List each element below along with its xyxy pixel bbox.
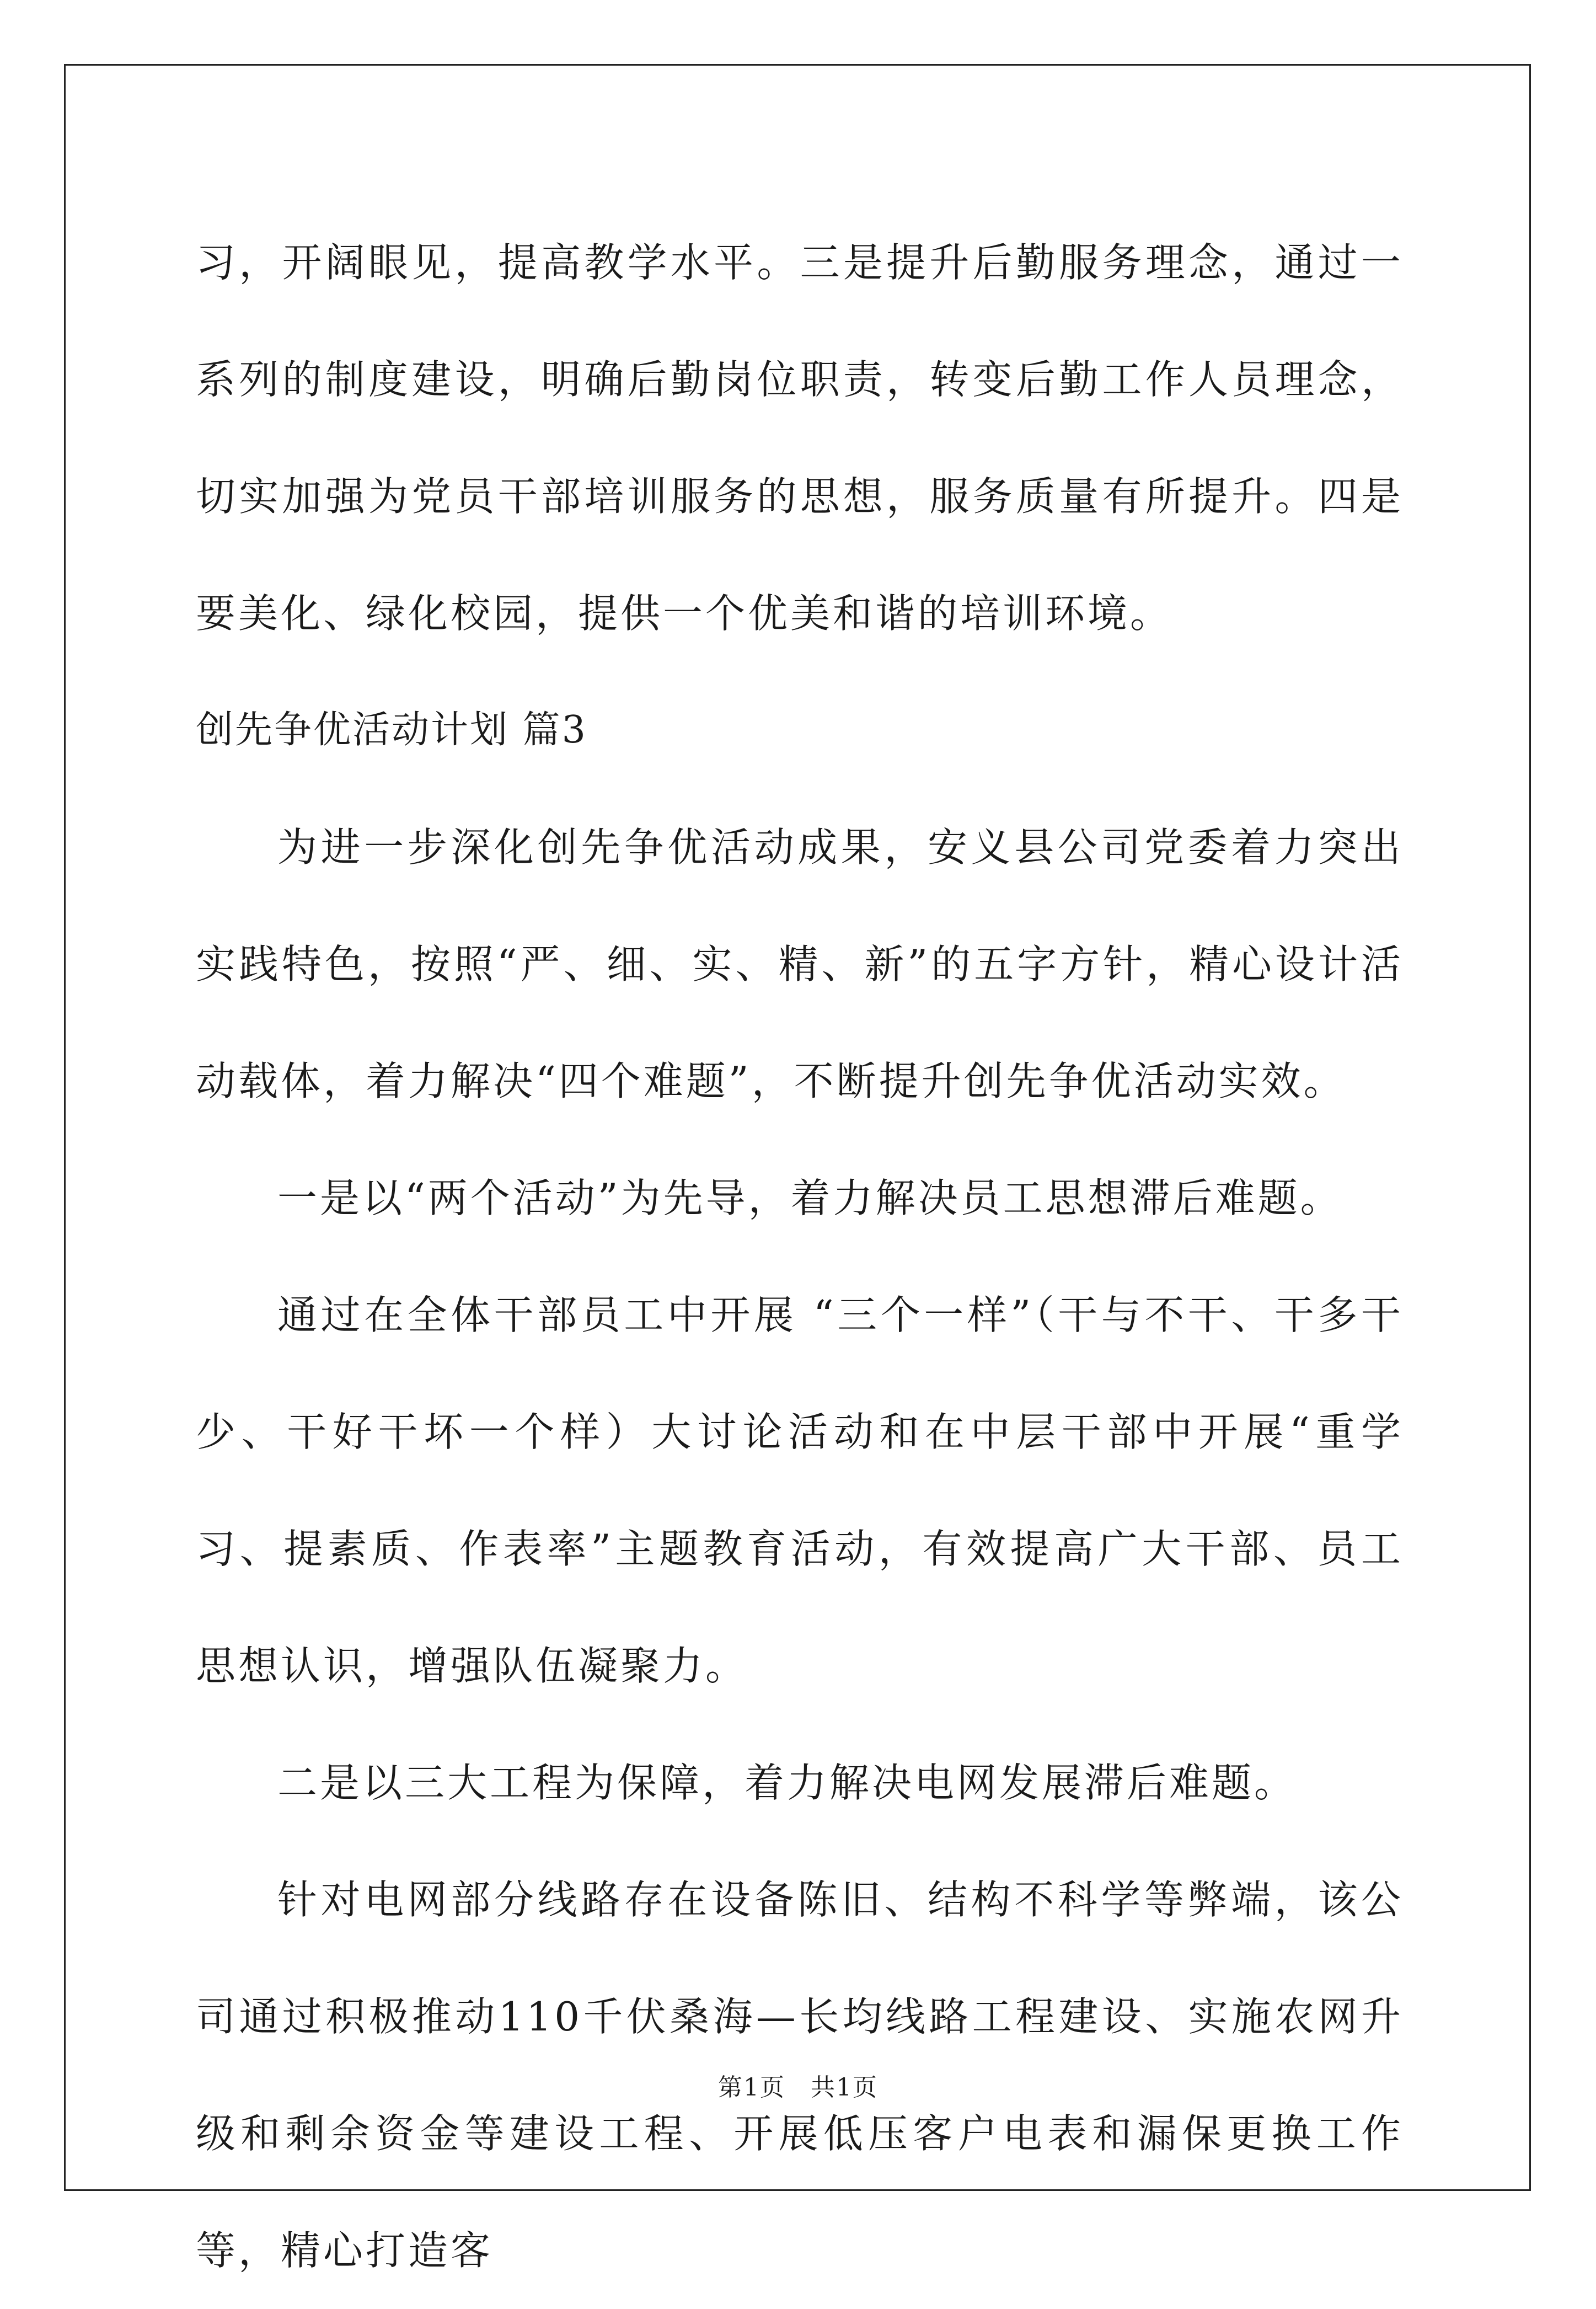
section-heading: 创先争优活动计划 篇3: [196, 708, 587, 752]
document-body: [196, 204, 1404, 2309]
paragraph-point-two-detail: 针对电网部分线路存在设备陈旧、结构不科学等弊端，该公司通过积极推动110千伏桑海—长均线路工程建设、实施农网升级和剩余资金等建设工程、开展低压客户电表和漏保更换工作等，精心打造客: [196, 1877, 1404, 2274]
paragraph-point-two: 二是以三大工程为保障，着力解决电网发展滞后难题。: [277, 1760, 1297, 1806]
page-footer: 第1页 共1页: [718, 2073, 878, 2102]
paragraph-continuation: 习，开阔眼见，提高教学水平。三是提升后勤服务理念，通过一系列的制度建设，明确后勤岗位职责，转变后勤工作人员理念，切实加强为党员干部培训服务的思想，服务质量有所提升。四是要美化、绿化校园，提供一个优美和谐的培训环境。: [196, 239, 1404, 637]
paragraph-intro: 为进一步深化创先争优活动成果，安义县公司党委着力突出实践特色，按照“严、细、实、精、新”的五字方针，精心设计活动载体，着力解决“四个难题”，不断提升创先争优活动实效。: [196, 824, 1404, 1104]
paragraph-point-one: 一是以“两个活动”为先导，着力解决员工思想滞后难题。: [277, 1175, 1343, 1221]
paragraph-point-one-detail: 通过在全体干部员工中开展 “三个一样”（干与不干、干多干少、干好干坏一个样）大讨论活动和在中层干部中开展“重学习、提素质、作表率”主题教育活动，有效提高广大干部、员工思想认识，增强队伍凝聚力。: [196, 1292, 1404, 1689]
